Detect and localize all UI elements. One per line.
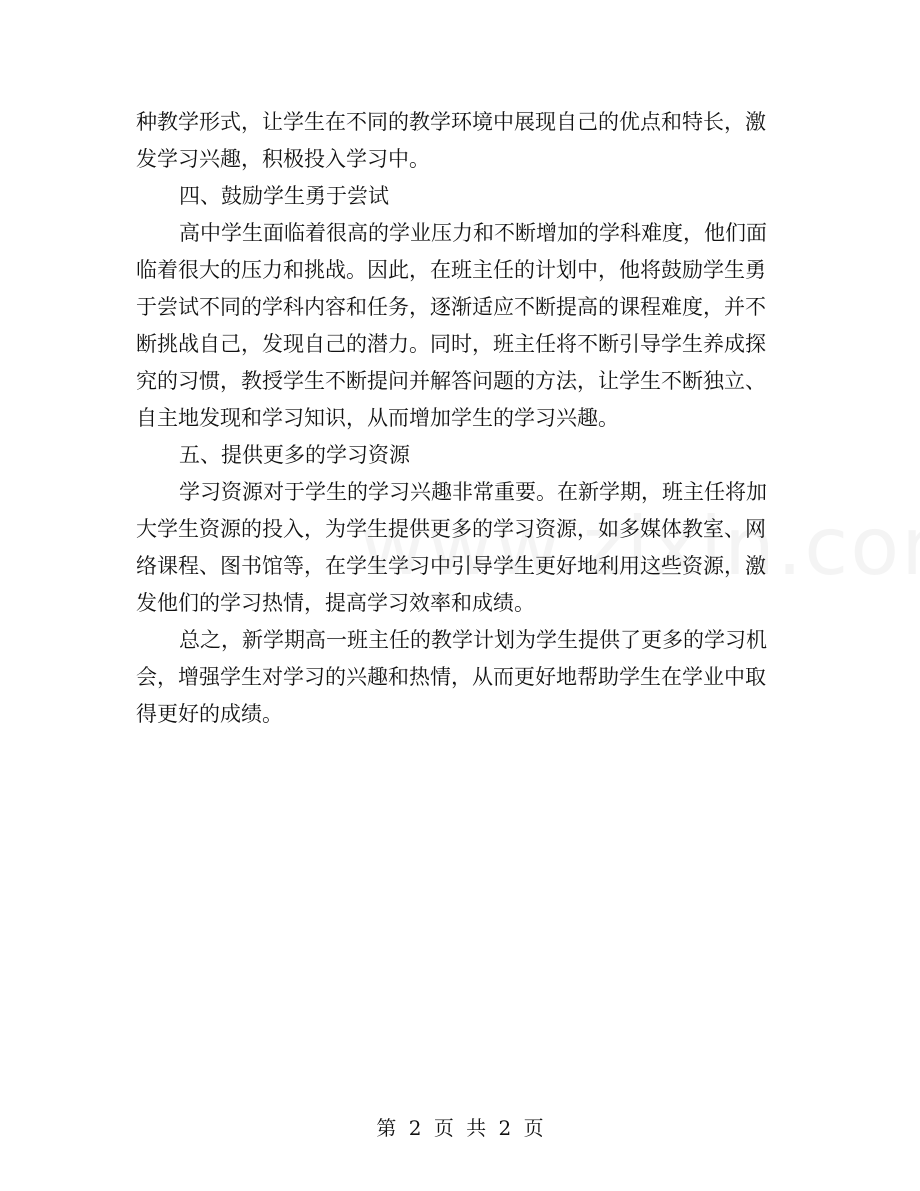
body-line: 总之，新学期高一班主任的教学计划为学生提供了更多的学习机 <box>179 628 767 652</box>
body-line: 得更好的成绩。 <box>136 702 283 726</box>
section-heading-5: 五、提供更多的学习资源 <box>179 443 410 467</box>
body-line: 临着很大的压力和挑战。因此，在班主任的计划中，他将鼓励学生勇 <box>136 258 766 282</box>
section-heading-4: 四、鼓励学生勇于尝试 <box>179 184 389 208</box>
body-line: 发学习兴趣，积极投入学习中。 <box>136 147 430 171</box>
body-line: 究的习惯，教授学生不断提问并解答问题的方法，让学生不断独立、 <box>136 369 766 393</box>
body-line: 会，增强学生对学习的兴趣和热情，从而更好地帮助学生在学业中取 <box>136 665 766 689</box>
body-line-justified <box>136 104 786 141</box>
body-line: 于尝试不同的学科内容和任务，逐渐适应不断提高的课程难度，并不 <box>136 295 766 319</box>
page-footer: 第 2 页 共 2 页 <box>376 1116 544 1140</box>
body-line: 大学生资源的投入，为学生提供更多的学习资源，如多媒体教室、网 <box>136 517 766 541</box>
body-line: 学习资源对于学生的学习兴趣非常重要。在新学期，班主任将加 <box>179 480 767 504</box>
body-line: 发他们的学习热情，提高学习效率和成绩。 <box>136 591 535 615</box>
body-line: 自主地发现和学习知识，从而增加学生的学习兴趣。 <box>136 406 619 430</box>
document-body <box>136 104 786 733</box>
body-line: 络课程、图书馆等，在学生学习中引导学生更好地利用这些资源，激 <box>136 554 766 578</box>
body-line: 断挑战自己，发现自己的潜力。同时，班主任将不断引导学生养成探 <box>136 332 766 356</box>
body-line: 高中学生面临着很高的学业压力和不断增加的学科难度，他们面 <box>179 221 767 245</box>
text-line: 种教学形式，让学生在不同的教学环境中展现自己的优点和特长，激 <box>136 110 766 134</box>
